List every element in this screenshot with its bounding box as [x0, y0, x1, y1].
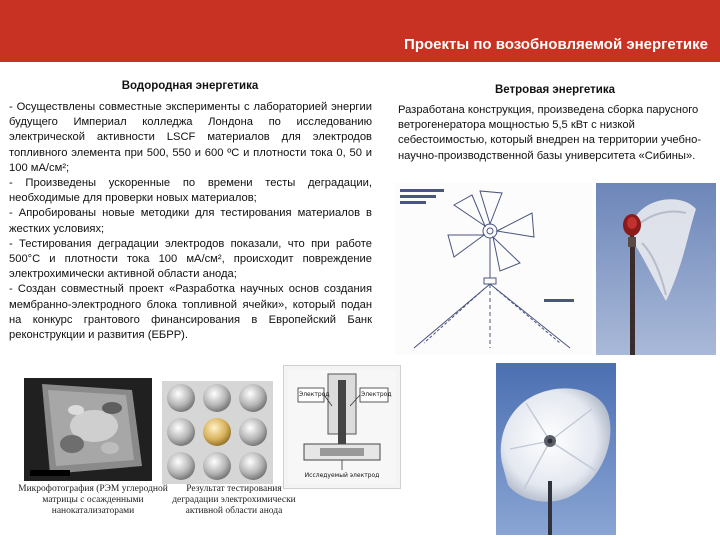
diagram-label-electrode-left: Электрод	[299, 391, 330, 398]
degradation-sample-grid	[162, 381, 273, 484]
diagram-label-bottom: Исследуемый электрод	[304, 472, 380, 479]
page-title: Проекты по возобновляемой энергетике	[404, 36, 708, 53]
sem-micrograph	[24, 378, 152, 481]
wind-generator-drawing	[394, 183, 592, 355]
electrode-diagram	[283, 365, 401, 489]
hydrogen-paragraph: - Произведены ускоренные по времени тесты деградации, необходимые для проверки новых материалов;	[9, 177, 372, 205]
diagram-label-electrode-right: Электрод	[361, 391, 392, 398]
degradation-caption: Результат тестирования деградации электрохимически активной области анода	[172, 484, 296, 516]
hydrogen-title: Водородная энергетика	[121, 80, 259, 92]
wind-text: Разработана конструкция, произведена сборка парусного ветрогенератора мощностью 5,5 кВт с низкой себестоимостью, который внедрен на территории учебно-научно-производственной базы университета «Сибины».	[398, 104, 702, 162]
sem-caption: Микрофотография (РЭМ углеродной матрицы с осажденными нанокатализаторами	[18, 484, 168, 516]
hydrogen-paragraph: - Осуществлены совместные эксперименты с лабораторией энергии будущего Империал колледжа Лондона по исследованию электрической активности LSCF материалов для электродов топливного элемента при 500, 550 и 600 ºС и плотности тока 0, 50 и 100 мА/см²;	[9, 101, 372, 174]
hydrogen-paragraph: - Тестирования деградации электродов показали, что при работе 500°С и плотности тока 100 мА/см², происходит повреждение электрохимически активной области анода;	[9, 237, 372, 281]
wind-title: Ветровая энергетика	[494, 84, 616, 96]
hydrogen-text	[9, 100, 372, 343]
wind-generator-photo-top	[596, 183, 716, 355]
header-bar	[0, 0, 720, 62]
hydrogen-paragraph: - Апробированы новые методики для тестирования материалов в жестких условиях;	[9, 207, 372, 235]
wind-generator-photo-bottom	[496, 363, 616, 535]
hydrogen-paragraph: - Создан совместный проект «Разработка научных основ создания мембранно-электродного блока топливной ячейки», который подан на конкурс грантового финансирования в Европейский Банк реконструкции и развития (ЕБРР).	[9, 283, 372, 342]
